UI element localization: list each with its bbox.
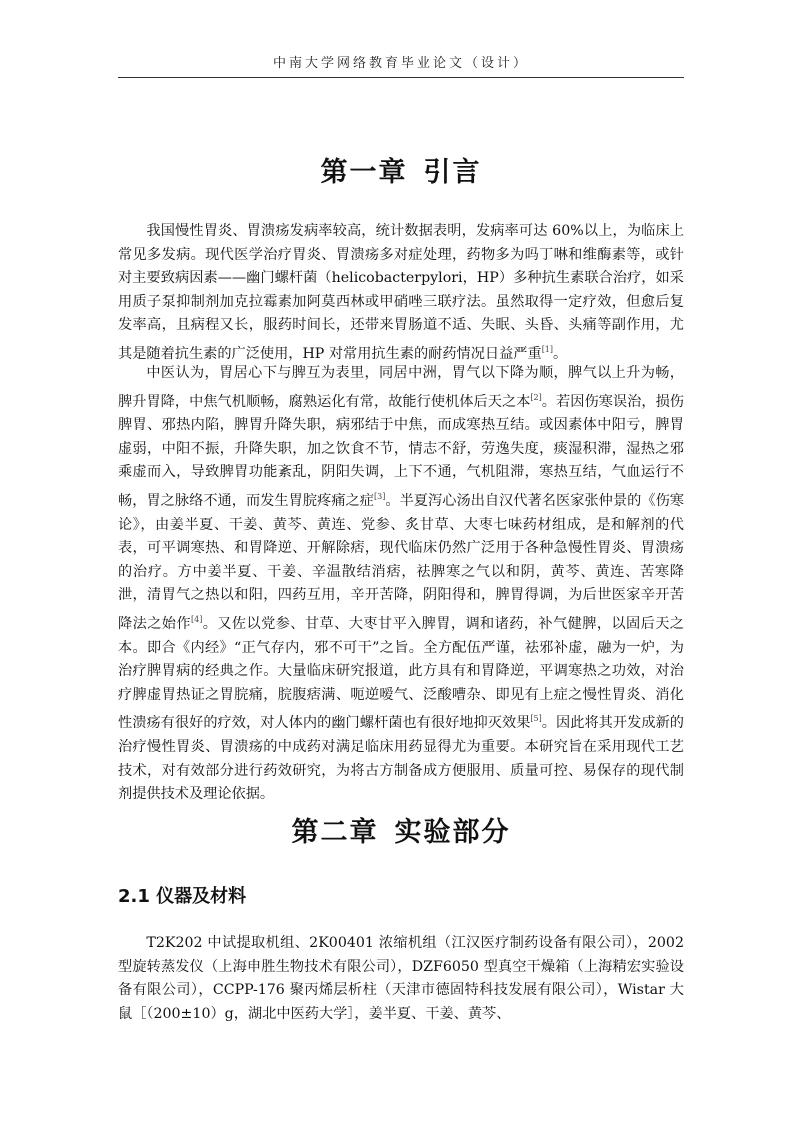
citation-ref: [2] xyxy=(530,392,542,402)
paragraph-text: 。半夏泻心汤出自汉代著名医家张仲景的《伤寒论》，由姜半夏、干姜、黄芩、黄连、党参、炙甘草、大枣七味药材组成，是和解剂的代表，可平调寒热、和胃降逆、开解除痞，现代临床仍然广泛用于各种急慢性胃炎、胃溃疡的治疗。方中姜半夏、干姜、辛温散结消痞，祛脾寒之气以和阴，黄芩、黄连、苦寒降泄，清胃气之热以和阳，四药互用，辛开苦降，阴阳得和，脾胃得调，为后世医家辛开苦降法之始作 xyxy=(118,492,684,632)
citation-ref: [4] xyxy=(190,614,203,624)
section-2-1-heading: 2.1 仪器及材料 xyxy=(118,886,247,907)
running-header: 中南大学网络教育毕业论文（设计） xyxy=(272,56,529,71)
chapter-2-heading xyxy=(118,810,684,849)
chapter-2-title: 实验部分 xyxy=(394,817,511,848)
paragraph-text: 。若因伤寒误治，损伤脾胃、邪热内陷，脾胃升降失职，病邪结于中焦，而成寒热互结。或因素体中阳亏，脾胃虚弱，中阳不振，升降失职，加之饮食不节，情志不舒，劳逸失度，痰湿积滞，湿热之邪乘虚而入，导致脾胃功能紊乱，阴阳失调，上下不通，气机阻滞，寒热互结，气血运行不畅，胃之脉络不通，而发生胃脘疼痛之症 xyxy=(118,393,684,509)
citation-ref: [1] xyxy=(541,344,554,354)
materials-paragraph: T2K202 中试提取机组、2K00401 浓缩机组（江汉医疗制药设备有限公司），2002 型旋转蒸发仪（上海申胜生物技术有限公司），DZF6050 型真空干燥箱（上海精宏实验设备有限公司），CCPP-176 聚丙烯层析柱（天津市德固特科技发展有限公司），Wistar 大鼠［（200±10）g，湖北中医药大学］，姜半夏、干姜、黄芩、 xyxy=(118,935,684,1022)
paragraph-text: 我国慢性胃炎、胃溃疡发病率较高，统计数据表明，发病率可达 60%以上，为临床上常见多发病。现代医学治疗胃炎、胃溃疡多对症处理，药物多为吗丁啉和维酶素等，或针对主要致病因素——幽门螺杆菌（helicobacterpylori，HP）多种抗生素联合治疗，如采用质子泵抑制剂加克拉霉素加阿莫西林或甲硝唑三联疗法。虽然取得一定疗效，但愈后复发率高，且病程又长，服药时间长，还带来胃肠道不适、失眠、头昏、头痛等副作用，尤其是随着抗生素的广泛使用，HP 对常用抗生素的耐药情况日益严重 xyxy=(118,223,684,362)
paragraph-text: 。因此将其开发成新的治疗慢性胃炎、胃溃疡的中成药对满足临床用药显得尤为重要。本研究旨在采用现代工艺技术，对有效部分进行药效研究，为将古方制备成方便服用、质量可控、易保存的现代制剂提供技术及理论依据。 xyxy=(118,715,684,803)
paragraph-text: 中医认为，胃居心下与脾互为表里，同居中洲，胃气以下降为顺，脾气以上升为畅，脾升胃降，中焦气机顺畅，腐熟运化有常，故能行使机体后天之本 xyxy=(118,365,684,410)
citation-ref: [3] xyxy=(373,491,386,501)
chapter-1-heading xyxy=(118,150,684,189)
header-rule xyxy=(118,77,684,78)
intro-paragraph-2 xyxy=(118,362,684,807)
citation-ref: [5] xyxy=(530,714,542,724)
chapter-2-number: 第二章 xyxy=(291,817,379,848)
paragraph-text: 。又佐以党参、甘草、大枣甘平入脾胃，调和诸药，补气健脾，以固后天之本。即合《内经》“正气存内，邪不可干”之旨。全方配伍严谨，祛邪补虚，融为一炉，为治疗脾胃病的经典之作。大量临床研究报道，此方具有和胃降逆，平调寒热之功效，对治疗脾虚胃热证之胃脘痛，脘腹痞满、呃逆嗳气、泛酸嘈杂、即见有上症之慢性胃炎、消化性溃疡有很好的疗效，对人体内的幽门螺杆菌也有很好地抑灭效果 xyxy=(118,615,684,732)
chapter-1-title: 引言 xyxy=(423,157,482,188)
chapter-1-number: 第一章 xyxy=(320,157,408,188)
intro-paragraph-1 xyxy=(118,220,684,367)
paragraph-text: 。 xyxy=(553,345,568,362)
